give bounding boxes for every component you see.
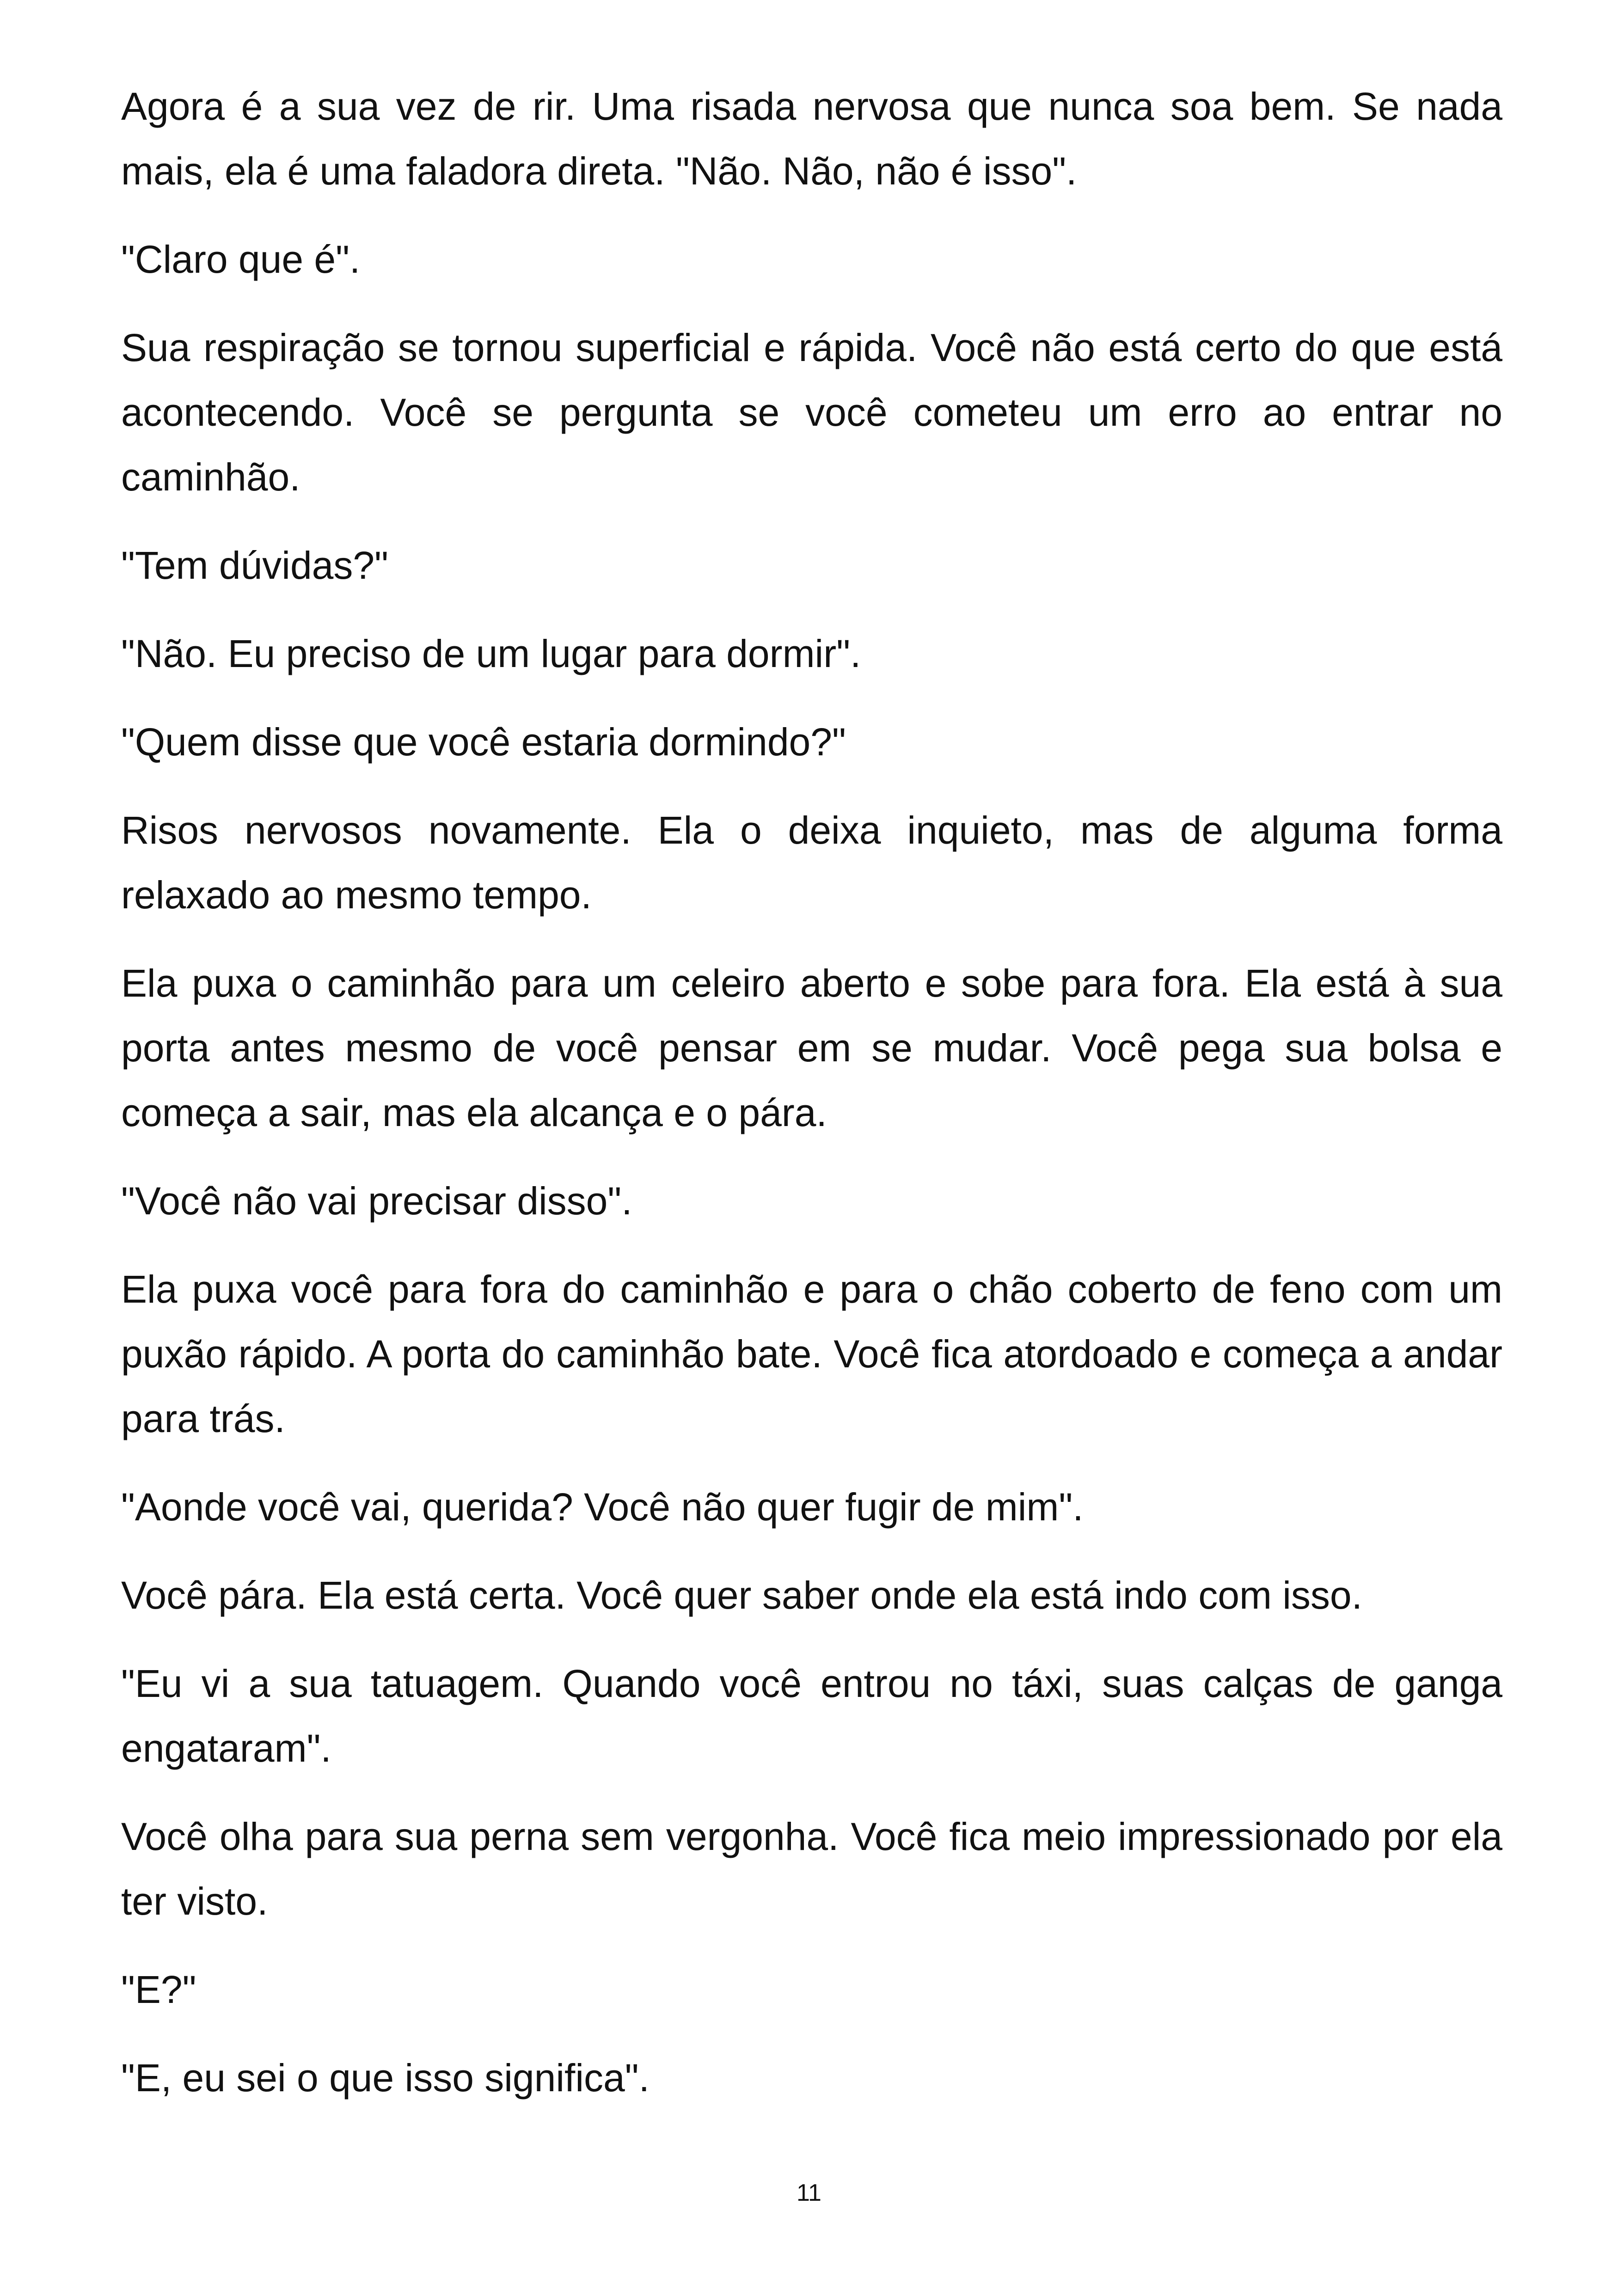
paragraph: Agora é a sua vez de rir. Uma risada nervosa que nunca soa bem. Se nada mais, ela é uma faladora direta. "Não. Não, não é isso". [121,85,1502,193]
paragraph: "E?" [121,1968,196,2011]
body-text [121,74,1502,2134]
paragraph: Você olha para sua perna sem vergonha. Você fica meio impressionado por ela ter visto. [121,1815,1502,1923]
paragraph: Sua respiração se tornou superficial e rápida. Você não está certo do que está acontecendo. Você se pergunta se você cometeu um erro ao entrar no caminhão. [121,326,1502,499]
paragraph: "E, eu sei o que isso significa". [121,2056,650,2100]
paragraph: "Eu vi a sua tatuagem. Quando você entrou no táxi, suas calças de ganga engataram". [121,1662,1502,1770]
paragraph: "Aonde você vai, querida? Você não quer fugir de mim". [121,1485,1084,1529]
paragraph: Ela puxa o caminhão para um celeiro aberto e sobe para fora. Ela está à sua porta antes mesmo de você pensar em se mudar. Você pega sua bolsa e começa a sair, mas ela alcança e o pára. [121,961,1502,1134]
paragraph: "Você não vai precisar disso". [121,1179,632,1223]
paragraph: Ela puxa você para fora do caminhão e para o chão coberto de feno com um puxão rápido. A porta do caminhão bate. Você fica atordoado e começa a andar para trás. [121,1267,1502,1440]
paragraph: "Tem dúvidas?" [121,544,388,587]
paragraph: Você pára. Ela está certa. Você quer saber onde ela está indo com isso. [121,1574,1362,1617]
paragraph: "Não. Eu preciso de um lugar para dormir". [121,632,861,675]
paragraph: Risos nervosos novamente. Ela o deixa inquieto, mas de alguma forma relaxado ao mesmo tempo. [121,808,1502,917]
paragraph: "Claro que é". [121,238,361,281]
paragraph: "Quem disse que você estaria dormindo?" [121,720,846,764]
page-number: 11 [797,2180,821,2206]
